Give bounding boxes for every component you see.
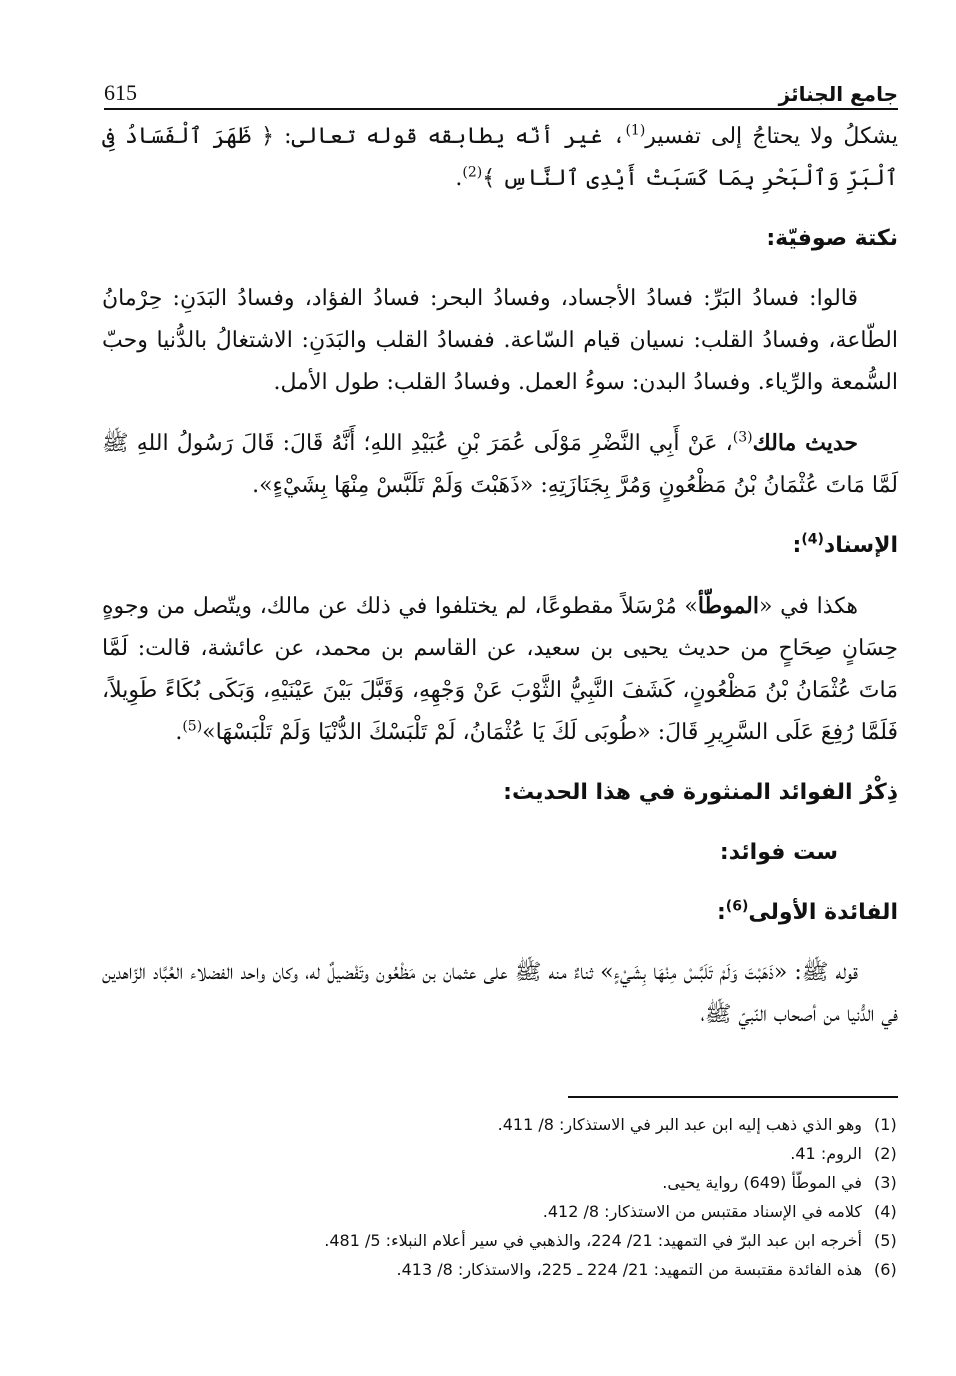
footnote-ref-6: (6) (725, 898, 749, 915)
paragraph-isnad: هكذا في «الموطّأ» مُرْسَلاً مقطوعًا، لم يختلفوا في ذلك عن مالك، ويتّصل من وجوهٍ حِسَانٍ صِحَاحٍ من حديث يحيى بن سعيد، عن القاسم بن محمد، عن عائشة، قالت: لَمَّا مَاتَ عُثْمَانُ بْنُ مَظْعُونٍ، كَشَفَ النَّبِيُّ الثَّوْبَ عَنْ وَجْهِهِ، وَقَبَّلَ بَيْنَ عَيْنَيْهِ، وَبَكَى بُكَاءً طَوِيلاً، فَلَمَّا رُفِعَ عَلَى السَّرِيرِ قَالَ: «طُوبَى لَكَ يَا عُثْمَانُ، لَمْ تَلْبَسْكَ الدُّنْيَا وَلَمْ تَلْبَسْهَا»$^{(5)}$. (102, 593, 898, 745)
footnote-item: (4) كلامه في الإسناد مقتبس من الاستذكار: 8/ 412. (542, 1202, 897, 1221)
running-title: جامع الجنائز (778, 82, 898, 106)
heading-isnad: الإسناد$^{(4)}$: (792, 531, 898, 558)
heading-first-benefit: الفائدة الأولى$^{(6)}$: (716, 898, 898, 925)
footnote-ref-2: (2) (462, 164, 483, 181)
paragraph-intro: يشكلُ ولا يحتاجُ إلى تفسير$^{(1)}$، غير أنّه يطابقه قوله تعالى: ﴿ ظَهَرَ ٱلْفَسَادُ فِى ٱلْبَرِّ وَٱلْبَحْرِ بِمَا كَسَبَتْ أَيْدِى ٱلنَّاسِ ﴾$^{(2)}$. (102, 122, 898, 191)
footnote-item: (6) هذه الفائدة مقتبسة من التمهيد: 21/ 224 ـ 225، والاستذكار: 8/ 413. (396, 1260, 897, 1279)
footnote-ref-4: (4) (801, 531, 824, 548)
page-header (104, 62, 898, 106)
muwatta-title: الموطّأ (697, 593, 759, 619)
main-text (102, 116, 898, 1036)
footnotes (120, 1110, 898, 1284)
heading-sufi-note: نكتة صوفيّة: (766, 226, 898, 251)
page-number: 615 (104, 80, 137, 105)
header-divider (104, 108, 898, 110)
footnote-item: (1) وهو الذي ذهب إليه ابن عبد البر في الاستذكار: 8/ 411. (497, 1115, 897, 1134)
footnote-item: (5) أخرجه ابن عبد البرّ في التمهيد: 21/ 224، والذهبي في سير أعلام النبلاء: 5/ 481. (324, 1231, 897, 1250)
footnote-ref-5: (5) (182, 718, 203, 735)
footnote-item: (3) في الموطّأ (649) رواية يحيى. (662, 1173, 897, 1192)
heading-benefits: ذِكْرُ الفوائد المنثورة في هذا الحديث: (503, 780, 898, 805)
paragraph-first-benefit: قوله ﷺ: «ذَهَبْتَ وَلَمْ تَلَبَّسْ مِنْهَا بِشَيْءٍ» ثناءٌ منه ﷺ على عثمان بن مَظْعُون وتَفْضيلٌ له، وكان واحد الفضلاء العُبَّاد الزّاهدين في الدُّنيا من أصحاب النّبيّ ﷺ، (102, 960, 898, 1027)
paragraph-sufi: قالوا: فسادُ البَرِّ: فسادُ الأجساد، وفسادُ البحر: فسادُ الفؤاد، وفسادُ البَدَنِ: حِرْمانُ الطّاعة، وفسادُ القلب: نسيان قيام السّاعة. ففسادُ القلب والبَدَنِ: الاشتغالُ بالدُّنيا وحبّ السُّمعة والرِّياء. وفسادُ البدن: سوءُ العمل. وفسادُ القلب: طول الأمل. (102, 286, 898, 395)
footnotes-divider (568, 1096, 898, 1098)
six-benefits-label: ست فوائد: (719, 840, 838, 865)
footnote-ref-3: (3) (732, 429, 753, 446)
footnote-item: (2) الروم: 41. (790, 1144, 897, 1163)
hadith-label: حديث مالك (752, 430, 859, 456)
paragraph-hadith: حديث مالك$^{(3)}$، عَنْ أَبِي النَّضْرِ مَوْلَى عُمَرَ بْنِ عُبَيْدِ اللهِ؛ أَنَّهُ قَالَ: قَالَ رَسُولُ اللهِ ﷺ لَمَّا مَاتَ عُثْمَانُ بْنُ مَظْعُونٍ وَمُرَّ بِجَنَازَتِهِ: «ذَهَبْتَ وَلَمْ تَلَبَّسْ مِنْهَا بِشَيْءٍ». (102, 429, 898, 498)
footnote-ref-1: (1) (625, 122, 646, 139)
